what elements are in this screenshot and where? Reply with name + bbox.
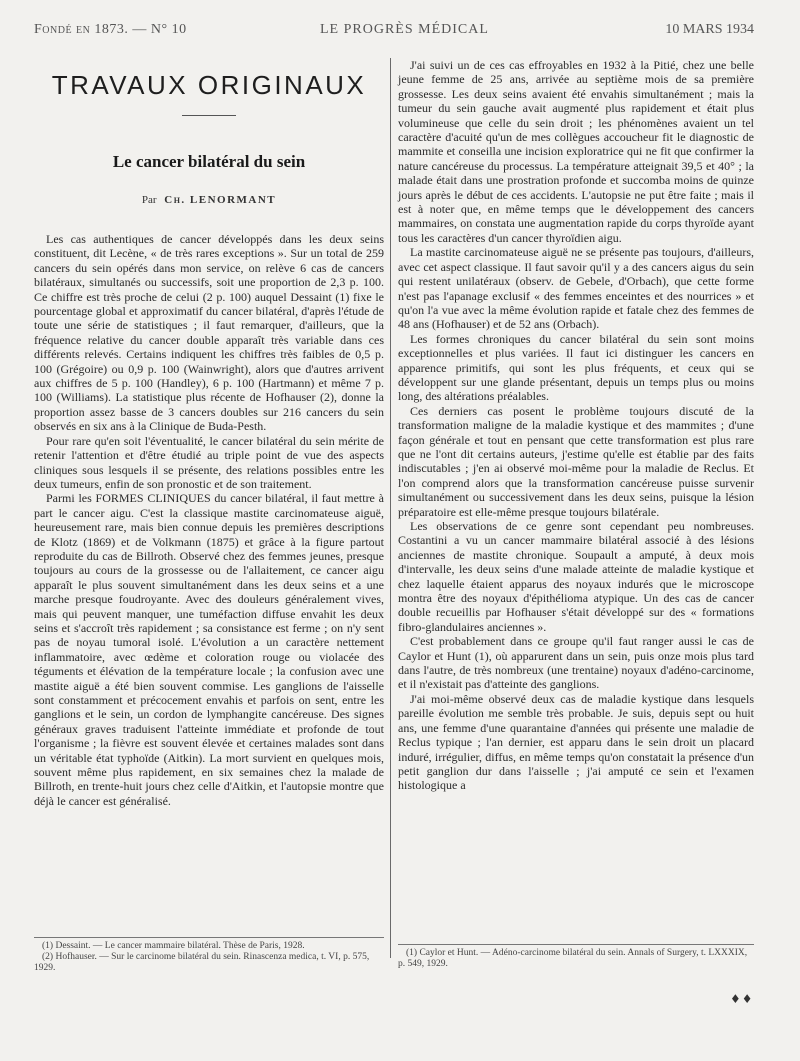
- left-column: [34, 58, 384, 808]
- end-ornament: ♦♦: [730, 992, 754, 1006]
- paragraph: Les cas authentiques de cancer développés dans les deux seins constituent, dit Lecène, « de très rares exceptions ». Sur un total de 259 cancers du sein opérés dans mon service, on relève 6 cas de cancers bilatéraux, simultanés ou successifs, soit une proportion de 2,3 p. 100. Ce chiffre est très proche de celui (2 p. 100) auquel Dessaint (1) fixe le pourcentage global et approximatif du cancer bilatéral, d'après l'étude de toute une série de statistiques ; il faut remarquer, d'ailleurs, que la fréquence relative du cancer double apparaît très variable dans ces différents relevés. Certains indiquent les chiffres très faibles de 0,5 p. 100 (Grégoire) ou 0,9 p. 100 (Wainwright), alors que d'autres arrivent aux chiffres de 5 p. 100 (Handley), 6 p. 100 (Hartmann) et même 7 p. 100 (Williams). La statistique plus récente de Hofhauser (2), donne la proportion assez basse de 3 cancers doubles sur 216 cancers du sein observés en six ans à la Clinique de Buda-Pesth.: [34, 232, 384, 434]
- byline-prefix: Par: [141, 194, 157, 206]
- paragraph: Pour rare qu'en soit l'éventualité, le cancer bilatéral du sein mérite de retenir l'attention et d'être étudié au triple point de vue des aspects cliniques sous lesquels il se présente, des relations possibles entre les deux tumeurs, enfin de son pronostic et de son traitement.: [34, 433, 384, 491]
- title-rule: [182, 115, 236, 116]
- issue-date: 10 MARS 1934: [665, 22, 754, 37]
- article-title: Le cancer bilatéral du sein: [112, 152, 306, 171]
- left-footnotes: [34, 937, 384, 974]
- right-column-text: [398, 58, 754, 793]
- right-footnotes: [398, 944, 754, 970]
- right-column: [398, 58, 754, 793]
- byline: [34, 194, 384, 206]
- founding-issue-label: Fondé en 1873. — N° 10: [34, 22, 187, 37]
- left-column-text: [34, 232, 384, 808]
- journal-name: LE PROGRÈS MÉDICAL: [320, 22, 489, 37]
- author-name: Ch. LENORMANT: [164, 194, 277, 206]
- column-divider: [390, 58, 391, 958]
- paragraph: Les formes chroniques du cancer bilatéral du sein sont moins exceptionnelles et plus variées. Il faut ici distinguer les cancers en apparence primitifs, qui sont les plus fréquents, et ceux qui se développent sur une glande présentant, depuis un temps plus ou moins long, des altérations préalables.: [398, 331, 754, 404]
- paragraph: Ces derniers cas posent le problème toujours discuté de la transformation maligne de la maladie kystique et des mammites ; d'une façon générale et tout en pensant que cette transformation est plus rare que ne l'ont dit certains auteurs, j'estime qu'elle est établie par des faits indiscutables ; j'en ai observé moi-même pour la maladie de Reclus. Et l'on comprend alors que la transformation cancéreuse puisse survenir simultanément ou successivement dans les deux seins, puisque la lésion préparatoire est elle-même presque toujours bilatérale.: [398, 403, 754, 519]
- running-head: [34, 22, 754, 40]
- footnote: (1) Dessaint. — Le cancer mammaire bilatéral. Thèse de Paris, 1928.: [42, 941, 305, 951]
- paragraph: J'ai moi-même observé deux cas de maladie kystique dans lesquels pareille évolution me semble très probable. Je suis, depuis sept ou huit ans, une femme d'une quarantaine d'années qui présente une maladie de Reclus typique ; l'an dernier, est apparu dans le sein droit un placard induré, irrégulier, diffus, en même temps qu'on constatait la présence d'un petit ganglion dur dans l'aisselle ; j'ai amputé ce sein et l'examen histologique a: [398, 691, 754, 793]
- paragraph: Parmi les FORMES CLINIQUES du cancer bilatéral, il faut mettre à part le cancer aigu. C'est la classique mastite carcinomateuse aiguë, heureusement rare, mais bien connue depuis les premières descriptions de Klotz (1869) et de Volkmann (1875) et grâce à la figure partout reproduite du cas de Billroth. Observé chez des femmes jeunes, presque toujours au cours de la grossesse ou de l'allaitement, ce cancer aigu apparaît le plus souvent simultanément dans les deux seins et a une marche presque foudroyante. Avec des douleurs généralement vives, mais qui peuvent manquer, une tuméfaction diffuse envahit les deux seins et s'accroît très rapidement ; sa consistance est ferme ; on n'y sent pas de noyau tumoral isolé. L'évolution a un caractère nettement inflammatoire, avec œdème et coloration rouge ou violacée des téguments et élévation de la température locale ; la confusion avec une mastite aiguë a été bien souvent commise. Les ganglions de l'aisselle sont constamment et précocement envahis et parfois on sent, entre les ganglions et le sein, un cordon de lymphangite cancéreuse. Des signes généraux graves traduisent l'atteinte immédiate et profonde de tout l'organisme ; la fièvre est souvent élevée et certaines malades sont dans un véritable état typhoïde (Aitkin). La mort survient en quelques mois, souvent même plus rapidement, en six semaines chez la malade de Billroth, en trente-huit jours chez celle d'Aitkin, et l'autopsie montre que déjà le cancer est généralisé.: [34, 491, 384, 808]
- section-title: TRAVAUX ORIGINAUX: [51, 70, 367, 100]
- footnote: (1) Caylor et Hunt. — Adéno-carcinome bilatéral du sein. Annals of Surgery, t. LXXXIX, p. 549, 1929.: [398, 948, 748, 969]
- paragraph: Les observations de ce genre sont cependant peu nombreuses. Costantini a vu un cancer mammaire bilatéral associé à des lésions anciennes de mastite chronique. Soupault a amputé, à deux mois d'intervalle, les deux seins d'une malade atteinte de maladie kystique et chez laquelle étaient apparus des noyaux indurés que le microscope montra être des noyaux d'épithélioma atypique. Un des cas de cancer double recueillis par Hofhauser s'était développé sur des « formations fibro-glandulaires anciennes ».: [398, 519, 754, 634]
- footnote: (2) Hofhauser. — Sur le carcinome bilatéral du sein. Rinascenza medica, t. VI, p. 575, 1929.: [34, 952, 370, 973]
- paragraph: J'ai suivi un de ces cas effroyables en 1932 à la Pitié, chez une belle jeune femme de 25 ans, arrivée au septième mois de sa première grossesse. Les deux seins avaient été envahis simultanément ; mais la tumeur du sein gauche avait augmenté plus rapidement et était plus volumineuse que celle du sein droit ; les phénomènes avaient un tel caractère d'acuité qu'un de mes collègues accoucheur fit le diagnostic de mammite et conseilla une incision exploratrice qui ne fit que confirmer la nature cancéreuse du processus. La température atteignait 39,5 et 40° ; la malade était dans une prostration profonde et succomba moins de quinze jours après le début de ces accidents. L'autopsie ne put être faite ; mais il est à noter que, en même temps que le développement des cancers mammaires, on constata une augmentation rapide du corps thyroïde ayant tous les caractères d'un cancer thyroïdien aigu.: [398, 58, 754, 245]
- paragraph: C'est probablement dans ce groupe qu'il faut ranger aussi le cas de Caylor et Hunt (1), où apparurent dans un sein, puis onze mois plus tard dans l'autre, de très nombreux (une trentaine) noyaux d'adéno-carcinome, et il n'existait pas d'atteinte des ganglions.: [398, 634, 754, 692]
- paragraph: La mastite carcinomateuse aiguë ne se présente pas toujours, d'ailleurs, avec cet aspect classique. Il faut savoir qu'il y a des cancers aigus du sein qui restent unilatéraux (observ. de Gebele, d'Orbach), que cette forme n'est pas l'apanage exclusif « des femmes enceintes et des nourrices » et qu'on l'a vue avec la même évolution rapide et fatale chez des femmes de 48 ans (Hofhauser) et de 52 ans (Orbach).: [398, 245, 754, 332]
